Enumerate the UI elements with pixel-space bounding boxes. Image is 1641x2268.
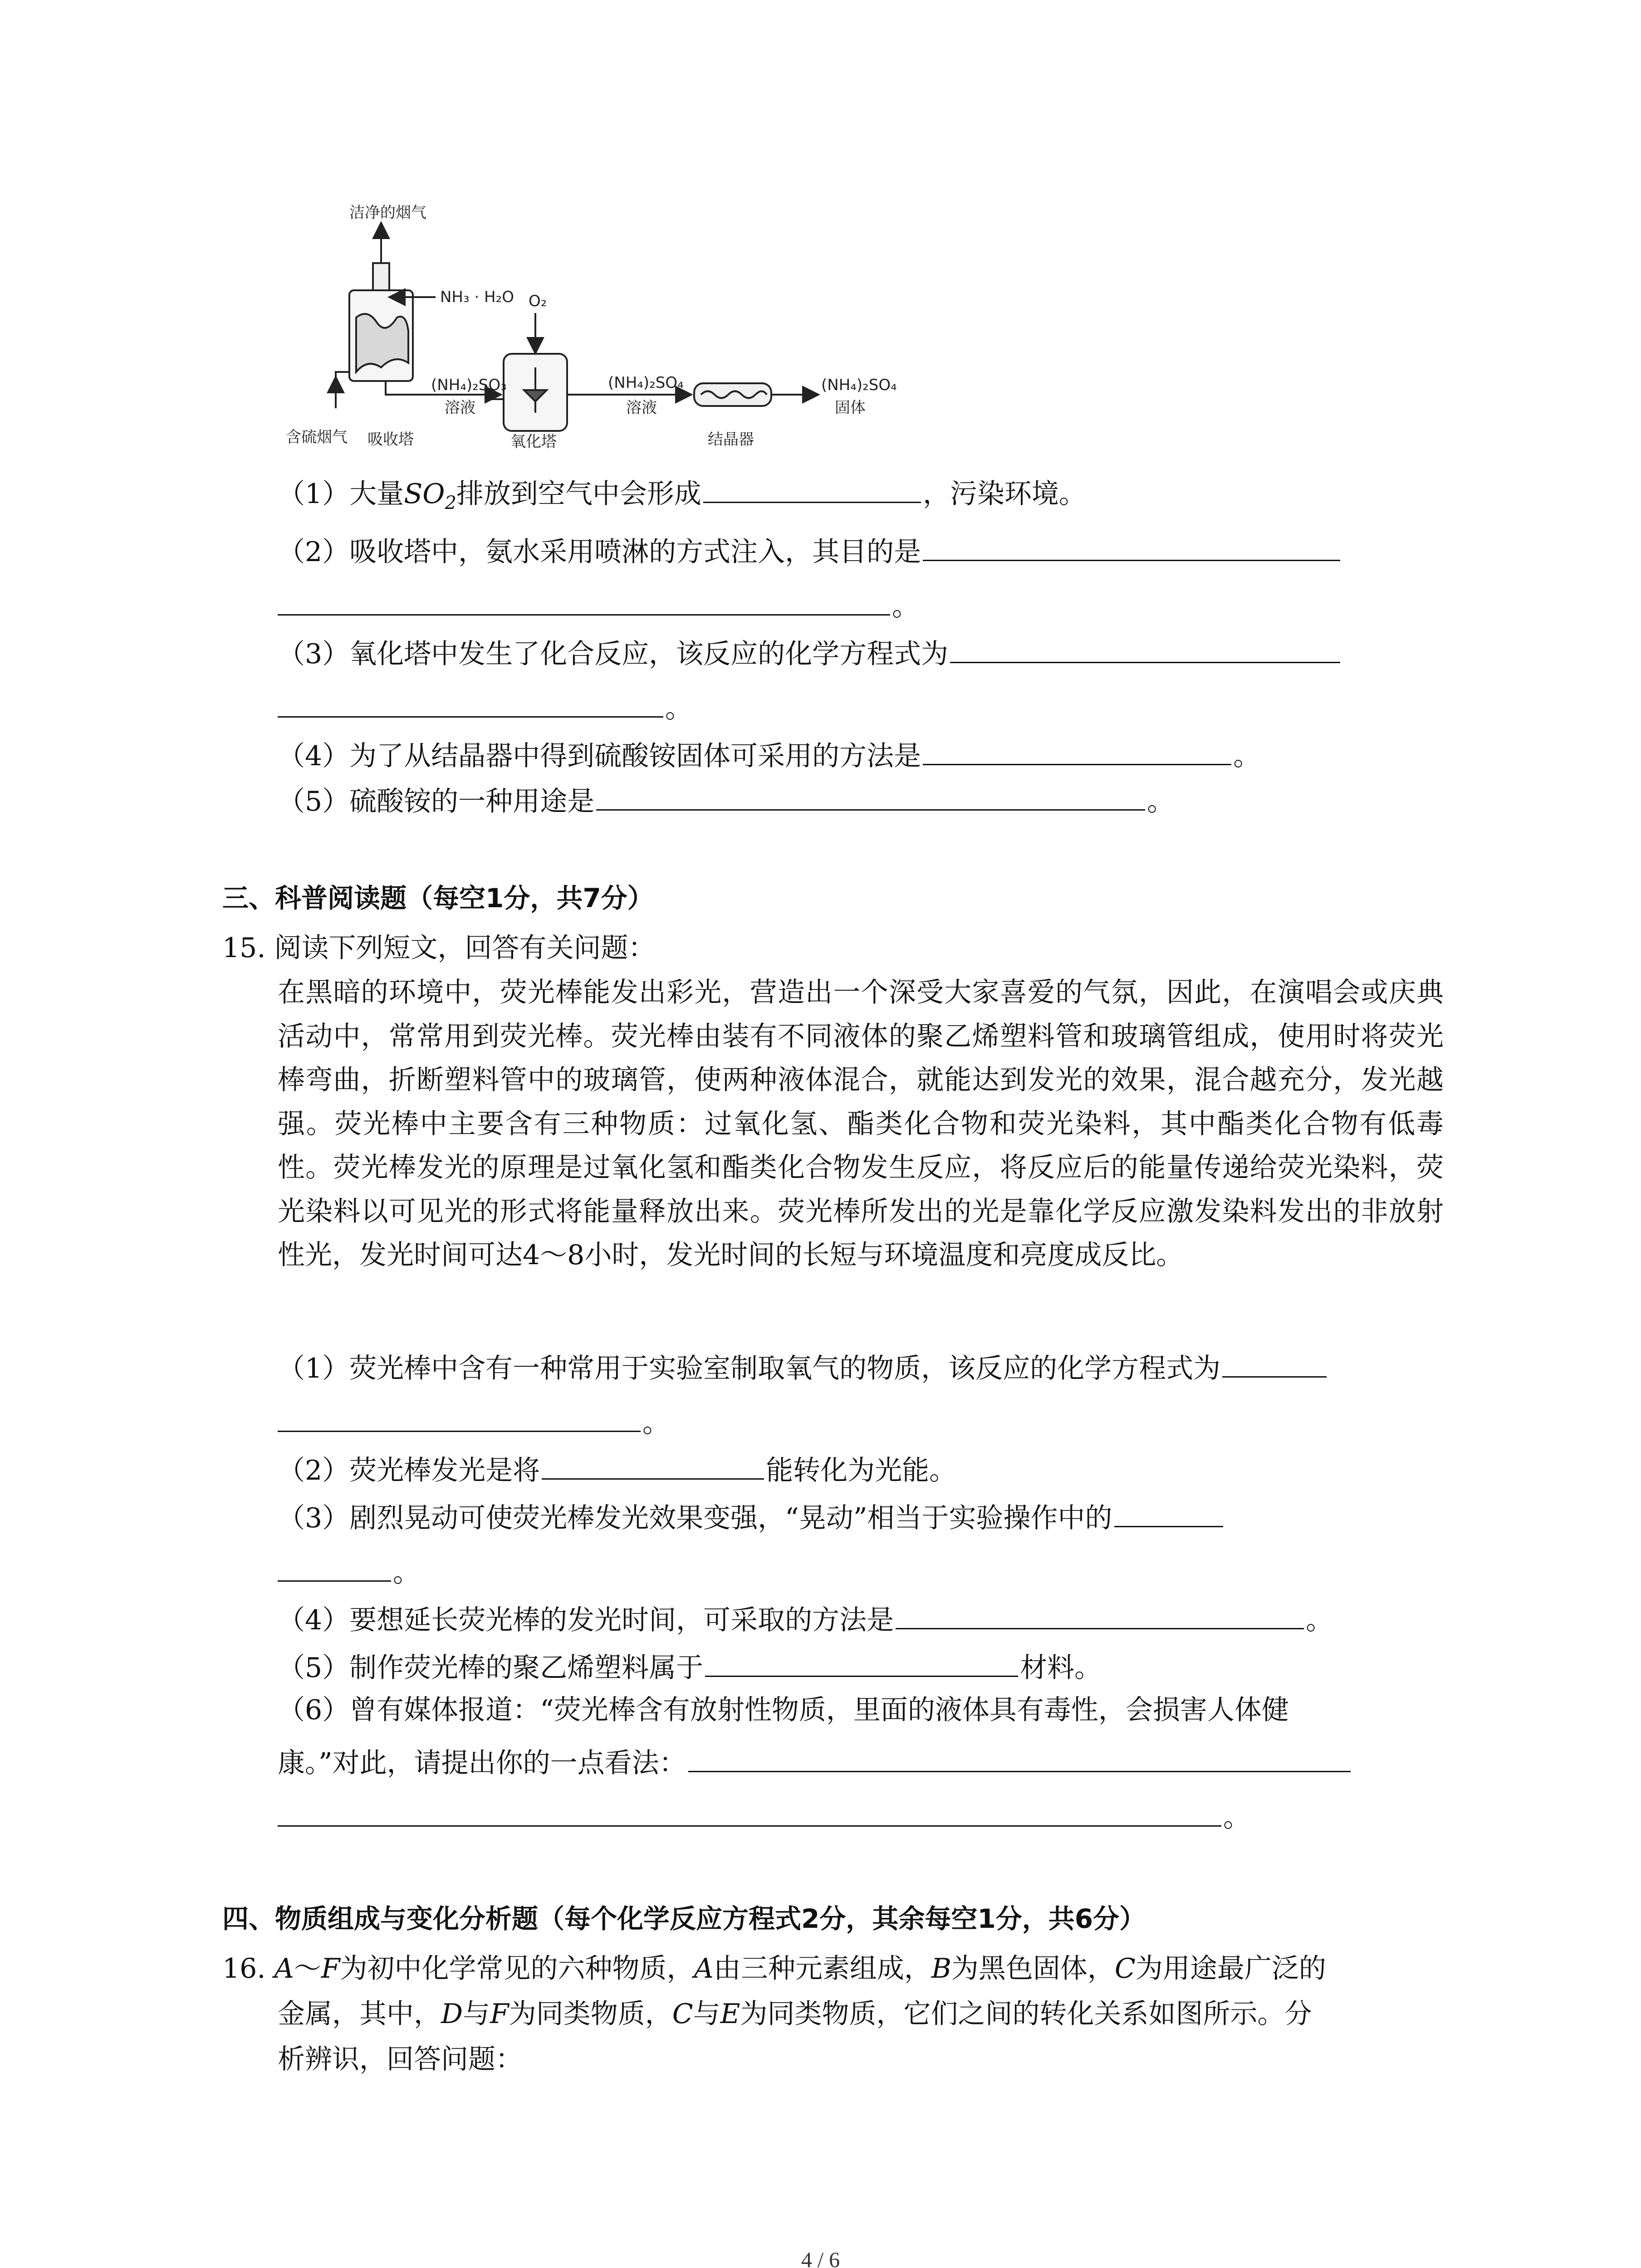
q15-passage: 在黑暗的环境中，荧光棒能发出彩光，营造出一个深受大家喜爱的气氛，因此，在演唱会或庆典活动中，常常用到荧光棒。荧光棒由装有不同液体的聚乙烯塑料管和玻璃管组成，使用时将荧光棒弯曲，折断塑料管中的玻璃管，使两种液体混合，就能达到发光的效果，混合越充分，发光越强。荧光棒中主要含有三种物质：过氧化氢、酯类化合物和荧光染料，其中酯类化合物有低毒性。荧光棒发光的原理是过氧化氢和酯类化合物发生反应，将反应后的能量传递给荧光染料，荧光染料以可见光的形式将能量释放出来。荧光棒所发出的光是靠化学反应激发染料发出的非放射性光，发光时间可达4～8小时，发光时间的长短与环境温度和亮度成反比。 [278,977,1444,1271]
answer-blank[interactable] [923,735,1231,765]
answer-blank[interactable] [542,1449,764,1480]
sulfate-solution-label-bottom: 溶液 [626,399,657,417]
q14-sub3: （3）氧化塔中发生了化合反应，该反应的化学方程式为 [278,633,1342,672]
q15-sub4: （4）要想延长荧光棒的发光时间，可采取的方法是 。 [278,1599,1333,1638]
answer-blank[interactable] [278,687,663,718]
answer-blank[interactable] [703,473,921,503]
q14-sub5: （5）硫酸铵的一种用途是 。 [278,780,1174,820]
oxidizer-label: 氧化塔 [510,433,557,451]
q15-sub6-cont: 。 [278,1796,1250,1836]
q15-sub3: （3）剧烈晃动可使荧光棒发光效果变强，“晃动”相当于实验操作中的 [278,1497,1225,1536]
section4-heading: 四、物质组成与变化分析题（每个化学反应方程式2分，其余每空1分，共6分） [222,1903,1146,1934]
q16-line2: 金属，其中，D与F为同类物质，C与E为同类物质，它们之间的转化关系如图所示。分 [278,1998,1312,2030]
sulfur-gas-label: 含硫烟气 [286,428,348,446]
answer-blank[interactable] [1114,1497,1223,1527]
q15-sub5: （5）制作荧光棒的聚乙烯塑料属于 材料。 [278,1647,1102,1686]
page-number: 4 / 6 [801,2248,840,2268]
q15-sub1-cont: 。 [278,1402,670,1441]
q16-line1: 16. A～F为初中化学常见的六种物质，A由三种元素组成，B为黑色固体，C为用途最广泛的 [222,1953,1326,1984]
o2-label: O₂ [529,292,547,310]
clean-gas-label: 洁净的烟气 [349,204,426,222]
answer-blank[interactable] [950,633,1340,663]
answer-blank[interactable] [688,1742,1351,1772]
q16-line3: 析辨识，回答问题： [278,2043,523,2075]
crystallizer-label: 结晶器 [708,430,754,449]
sulfite-label-bottom: 溶液 [445,399,475,417]
q15-intro: 15. 阅读下列短文，回答有关问题： [222,932,656,964]
absorber-label: 吸收塔 [367,430,414,449]
sulfate-solution-label-top: (NH₄)₂SO₄ [608,374,684,392]
q15-sub3-cont: 。 [278,1551,420,1591]
answer-blank[interactable] [278,1796,1221,1827]
q14-sub4: （4）为了从结晶器中得到硫酸铵固体可采用的方法是 。 [278,735,1260,774]
answer-blank[interactable] [278,585,890,616]
q15-sub1: （1）荧光棒中含有一种常用于实验室制取氧气的物质，该反应的化学方程式为 [278,1347,1328,1387]
crystallizer [694,383,771,406]
q14-sub1: （1）大量$SO_2$排放到空气中会形成 ，污染环境。 [278,473,1086,521]
answer-blank[interactable] [278,1551,391,1582]
q14-sub2-cont: 。 [278,585,919,625]
answer-blank[interactable] [896,1599,1304,1629]
q14-sub3-cont: 。 [278,687,692,727]
answer-blank[interactable] [278,1402,641,1432]
process-flow-diagram [272,200,998,472]
q15-sub2: （2）荧光棒发光是将 能转化为光能。 [278,1449,956,1489]
answer-blank[interactable] [596,780,1145,811]
nh3-label: NH₃ · H₂O [440,288,514,306]
q14-sub2: （2）吸收塔中，氨水采用喷淋的方式注入，其目的是 [278,531,1342,570]
answer-blank[interactable] [1222,1347,1327,1378]
section3-heading: 三、科普阅读题（每空1分，共7分） [222,883,654,914]
answer-blank[interactable] [705,1647,1018,1677]
answer-blank[interactable] [923,531,1340,561]
sulfite-label-top: (NH₄)₂SO₃ [431,376,507,394]
q15-sub6: （6）曾有媒体报道：“荧光棒含有放射性物质，里面的液体具有毒性，会损害人体健 [278,1694,1289,1726]
sulfate-solid-label-top: (NH₄)₂SO₄ [821,376,897,394]
q15-sub6-line2: 康。”对此，请提出你的一点看法： [278,1742,1352,1781]
sulfate-solid-label-bottom: 固体 [835,399,866,417]
